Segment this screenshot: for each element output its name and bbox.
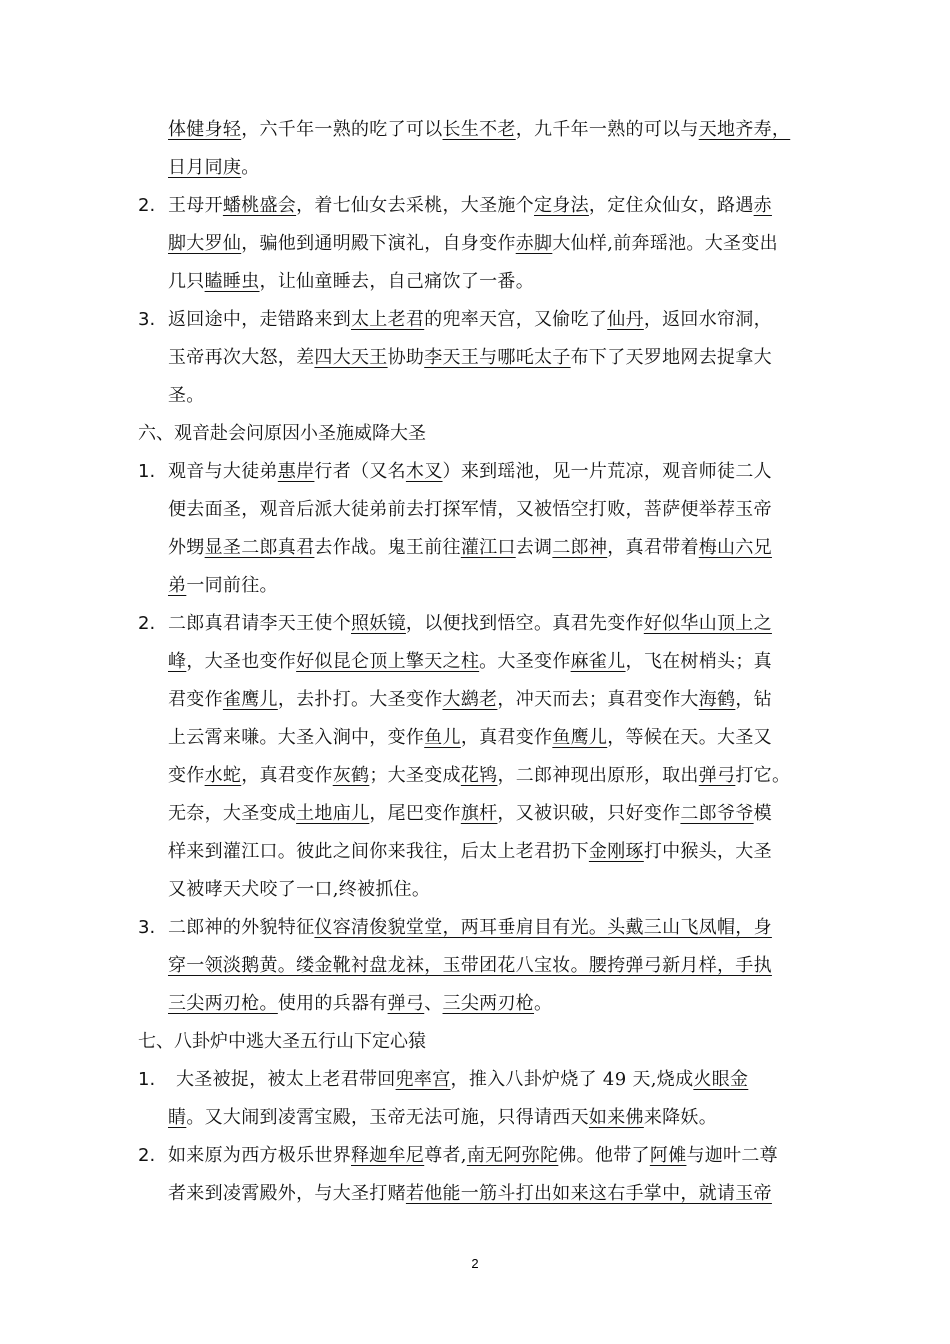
text-line <box>168 650 772 674</box>
text-line <box>168 1106 717 1130</box>
text-segment: 者来到凌霄殿外，与大圣打赌 <box>168 1183 406 1204</box>
text-segment: 打中猴头，大圣 <box>643 841 772 862</box>
text-segment: ，尾巴变作 <box>369 803 461 824</box>
text-segment: 大仙样,前奔瑶池。大圣变出 <box>552 233 778 254</box>
list-number: 1. <box>138 1069 156 1090</box>
text-line <box>168 612 772 636</box>
text-line <box>168 194 772 218</box>
list-number: 1. <box>138 461 156 482</box>
text-segment: 返回途中，走错路来到 <box>168 309 351 330</box>
underlined-term: 弟 <box>168 575 187 596</box>
text-line <box>168 156 260 180</box>
underlined-term: 麻雀儿 <box>570 651 626 672</box>
text-segment: ，着七仙女去采桃，大圣施个 <box>296 195 535 216</box>
list-number: 2. <box>138 195 156 216</box>
text-segment: ，返回水帘洞， <box>643 309 772 330</box>
text-segment: 又被哮天犬咬了一口,终被抓住。 <box>168 879 431 900</box>
underlined-term: 雀鹰儿 <box>222 689 278 710</box>
text-segment: ，六千年一熟的吃了可以 <box>241 119 443 140</box>
underlined-term: 土地庙儿 <box>296 803 370 824</box>
underlined-term: 李天王与哪吒太子 <box>424 347 571 368</box>
text-line <box>168 308 772 332</box>
text-line <box>168 840 772 864</box>
text-line <box>168 346 772 370</box>
underlined-term: 睛 <box>168 1107 187 1128</box>
underlined-term: 旗杆 <box>460 803 498 824</box>
underlined-term: 花鸨 <box>460 765 498 786</box>
underlined-term: 阿傩 <box>649 1145 687 1166</box>
text-line <box>168 802 772 826</box>
underlined-term: 脚大罗仙 <box>168 233 242 254</box>
text-segment: 上云霄来嗛。大圣入涧中，变作 <box>168 727 425 748</box>
text-segment: 。又大闹到凌霄宝殿，玉帝无法可施，只得请西天 <box>186 1107 589 1128</box>
underlined-term: 灌江口 <box>460 537 516 558</box>
text-line <box>168 764 790 788</box>
text-segment: 去调 <box>515 537 553 558</box>
text-segment: ，等候在天。大圣又 <box>607 727 772 748</box>
text-segment: 尊者, <box>424 1145 467 1166</box>
underlined-term: 体健身轻 <box>168 119 242 140</box>
text-segment: ，又被识破，只好变作 <box>497 803 681 824</box>
underlined-term: 天地齐寿， <box>698 119 791 140</box>
underlined-term: 赤脚 <box>515 233 553 254</box>
text-segment: 无奈，大圣变成 <box>168 803 297 824</box>
underlined-term: 瞌睡虫 <box>204 271 260 292</box>
underlined-term: 释迦牟尼 <box>351 1145 425 1166</box>
text-segment: 圣。 <box>168 385 205 406</box>
underlined-term: 兜率宫 <box>395 1069 451 1090</box>
text-segment: 佛。他带了 <box>558 1145 650 1166</box>
underlined-term: 好似昆仑顶上擎天之柱 <box>296 651 480 672</box>
text-line <box>168 726 772 750</box>
text-segment: ，冲天而去；真君变作大 <box>497 689 699 710</box>
underlined-term: 好似华山顶上之 <box>643 613 772 634</box>
list-number: 3. <box>138 309 156 330</box>
underlined-term: 木叉 <box>405 461 443 482</box>
text-line <box>168 878 430 902</box>
text-segment: 如来原为西方极乐世界 <box>168 1145 351 1166</box>
text-line <box>168 574 278 598</box>
text-segment: ，让仙童睡去，自己痛饮了一番。 <box>259 271 535 292</box>
text-line <box>168 992 552 1016</box>
text-segment: ；大圣变成 <box>369 765 461 786</box>
text-segment: 君变作 <box>168 689 223 710</box>
text-segment: ，真君变作 <box>460 727 553 748</box>
text-segment: 几只 <box>168 271 205 292</box>
text-segment: 变作 <box>168 765 205 786</box>
text-segment: 的兜率天宫，又偷吃了 <box>424 309 608 330</box>
underlined-term: 大鹚老 <box>442 689 498 710</box>
underlined-term: 显圣二郎真君 <box>204 537 315 558</box>
text-segment: 玉帝再次大怒，差 <box>168 347 315 368</box>
underlined-term: 若他能一筋斗打出如来这右手掌中，就请玉帝 <box>405 1183 772 1204</box>
underlined-term: 惠岸 <box>277 461 315 482</box>
underlined-term: 四大天王 <box>314 347 388 368</box>
underlined-term: 峰 <box>168 651 187 672</box>
text-line <box>168 270 534 294</box>
text-segment: 模 <box>753 803 772 824</box>
text-segment: ，真君变作 <box>241 765 333 786</box>
underlined-term: 二郎爷爷 <box>680 803 754 824</box>
underlined-term: 如来佛 <box>588 1107 644 1128</box>
underlined-term: 仙丹 <box>607 309 644 330</box>
page-number: 2 <box>471 1256 479 1271</box>
text-line <box>168 1144 778 1168</box>
text-segment: 。 <box>534 993 553 1014</box>
text-line <box>168 232 778 256</box>
text-segment: ，去扑打。大圣变作 <box>277 689 443 710</box>
text-segment: 来降妖。 <box>643 1107 718 1128</box>
text-segment: ，飞在树梢头；真 <box>625 651 772 672</box>
text-segment: 。大圣变作 <box>479 651 571 672</box>
section-heading: 六、观音赴会问原因小圣施威降大圣 <box>138 423 426 444</box>
underlined-term: 太上老君 <box>351 309 425 330</box>
text-segment: 大圣被捉，被太上老君带回 <box>176 1069 396 1090</box>
section-heading: 七、八卦炉中逃大圣五行山下定心猿 <box>138 1031 426 1052</box>
text-segment: 、 <box>424 993 443 1014</box>
text-segment: 行者（又名 <box>314 461 406 482</box>
text-segment: ，推入八卦炉烧了 49 天,烧成 <box>450 1069 694 1090</box>
text-segment: 使用的兵器有 <box>277 993 388 1014</box>
text-segment: 协助 <box>387 347 425 368</box>
text-segment: ，以便找到悟空。真君先变作 <box>405 613 644 634</box>
underlined-term: 灰鹤 <box>332 765 370 786</box>
text-segment: ，骗他到通明殿下演礼，自身变作 <box>241 233 516 254</box>
text-segment: ，真君带着 <box>607 537 699 558</box>
underlined-term: 梅山六兄 <box>698 537 772 558</box>
text-segment: 外甥 <box>168 537 205 558</box>
text-line <box>176 1068 748 1092</box>
text-segment: 布下了天罗地网去捉拿大 <box>570 347 772 368</box>
underlined-term: 蟠桃盛会 <box>222 195 297 216</box>
list-number: 3. <box>138 917 156 938</box>
text-segment: ，钻 <box>735 689 772 710</box>
underlined-term: 赤 <box>753 195 772 216</box>
text-segment: ，二郎神现出原形，取出 <box>497 765 699 786</box>
text-line <box>168 688 772 712</box>
text-segment: 去作战。鬼王前往 <box>314 537 461 558</box>
underlined-term: 仪容清俊貌堂堂，两耳垂肩目有光。头戴三山飞凤帽，身 <box>314 917 772 938</box>
text-segment: 打它。 <box>735 765 791 786</box>
underlined-term: 鱼儿 <box>424 727 461 748</box>
text-line <box>168 536 772 560</box>
text-segment: ，九千年一熟的可以与 <box>515 119 699 140</box>
text-segment: 。 <box>241 157 260 178</box>
text-segment: 便去面圣，观音后派大徒弟前去打探军情，又被悟空打败，菩萨便举荐玉帝 <box>168 499 772 520</box>
underlined-term: 日月同庚 <box>168 157 242 178</box>
underlined-term: 水蛇 <box>204 765 242 786</box>
text-segment: 与迦叶二尊 <box>686 1145 778 1166</box>
underlined-term: 火眼金 <box>693 1069 749 1090</box>
underlined-term: 二郎神 <box>552 537 608 558</box>
underlined-term: 穿一领淡鹅黄。缕金靴衬盘龙袜，玉带团花八宝妆。腰挎弹弓新月样，手执 <box>168 955 772 976</box>
list-number: 2. <box>138 613 156 634</box>
underlined-term: 金刚琢 <box>588 841 644 862</box>
text-line <box>168 916 772 940</box>
text-segment: 二郎真君请李天王使个 <box>168 613 351 634</box>
text-segment: 王母开 <box>168 195 223 216</box>
underlined-term: 鱼鹰儿 <box>552 727 608 748</box>
text-segment: ，大圣也变作 <box>186 651 297 672</box>
text-line <box>168 1182 772 1206</box>
text-line <box>168 954 772 978</box>
text-segment: 观音与大徒弟 <box>168 461 278 482</box>
underlined-term: 长生不老 <box>442 119 516 140</box>
underlined-term: 南无阿弥陀 <box>466 1145 559 1166</box>
text-segment: 二郎神的外貌特征 <box>168 917 315 938</box>
underlined-term: 照妖镜 <box>351 613 406 634</box>
text-line <box>168 384 205 408</box>
underlined-term: 三尖两刃枪。 <box>168 993 278 1014</box>
text-segment: ，定住众仙女，路遇 <box>588 195 754 216</box>
text-segment: 样来到灌江口。彼此之间你来我往，后太上老君扔下 <box>168 841 589 862</box>
list-number: 2. <box>138 1145 156 1166</box>
underlined-term: 定身法 <box>534 195 589 216</box>
text-segment: ）来到瑶池，见一片荒凉，观音师徒二人 <box>442 461 772 482</box>
underlined-term: 海鹤 <box>698 689 736 710</box>
text-line <box>168 498 772 522</box>
text-segment: 一同前往。 <box>186 575 278 596</box>
text-line <box>168 118 790 142</box>
underlined-term: 弹弓 <box>698 765 736 786</box>
underlined-term: 三尖两刃枪 <box>442 993 535 1014</box>
underlined-term: 弹弓 <box>387 993 425 1014</box>
text-line <box>168 460 772 484</box>
